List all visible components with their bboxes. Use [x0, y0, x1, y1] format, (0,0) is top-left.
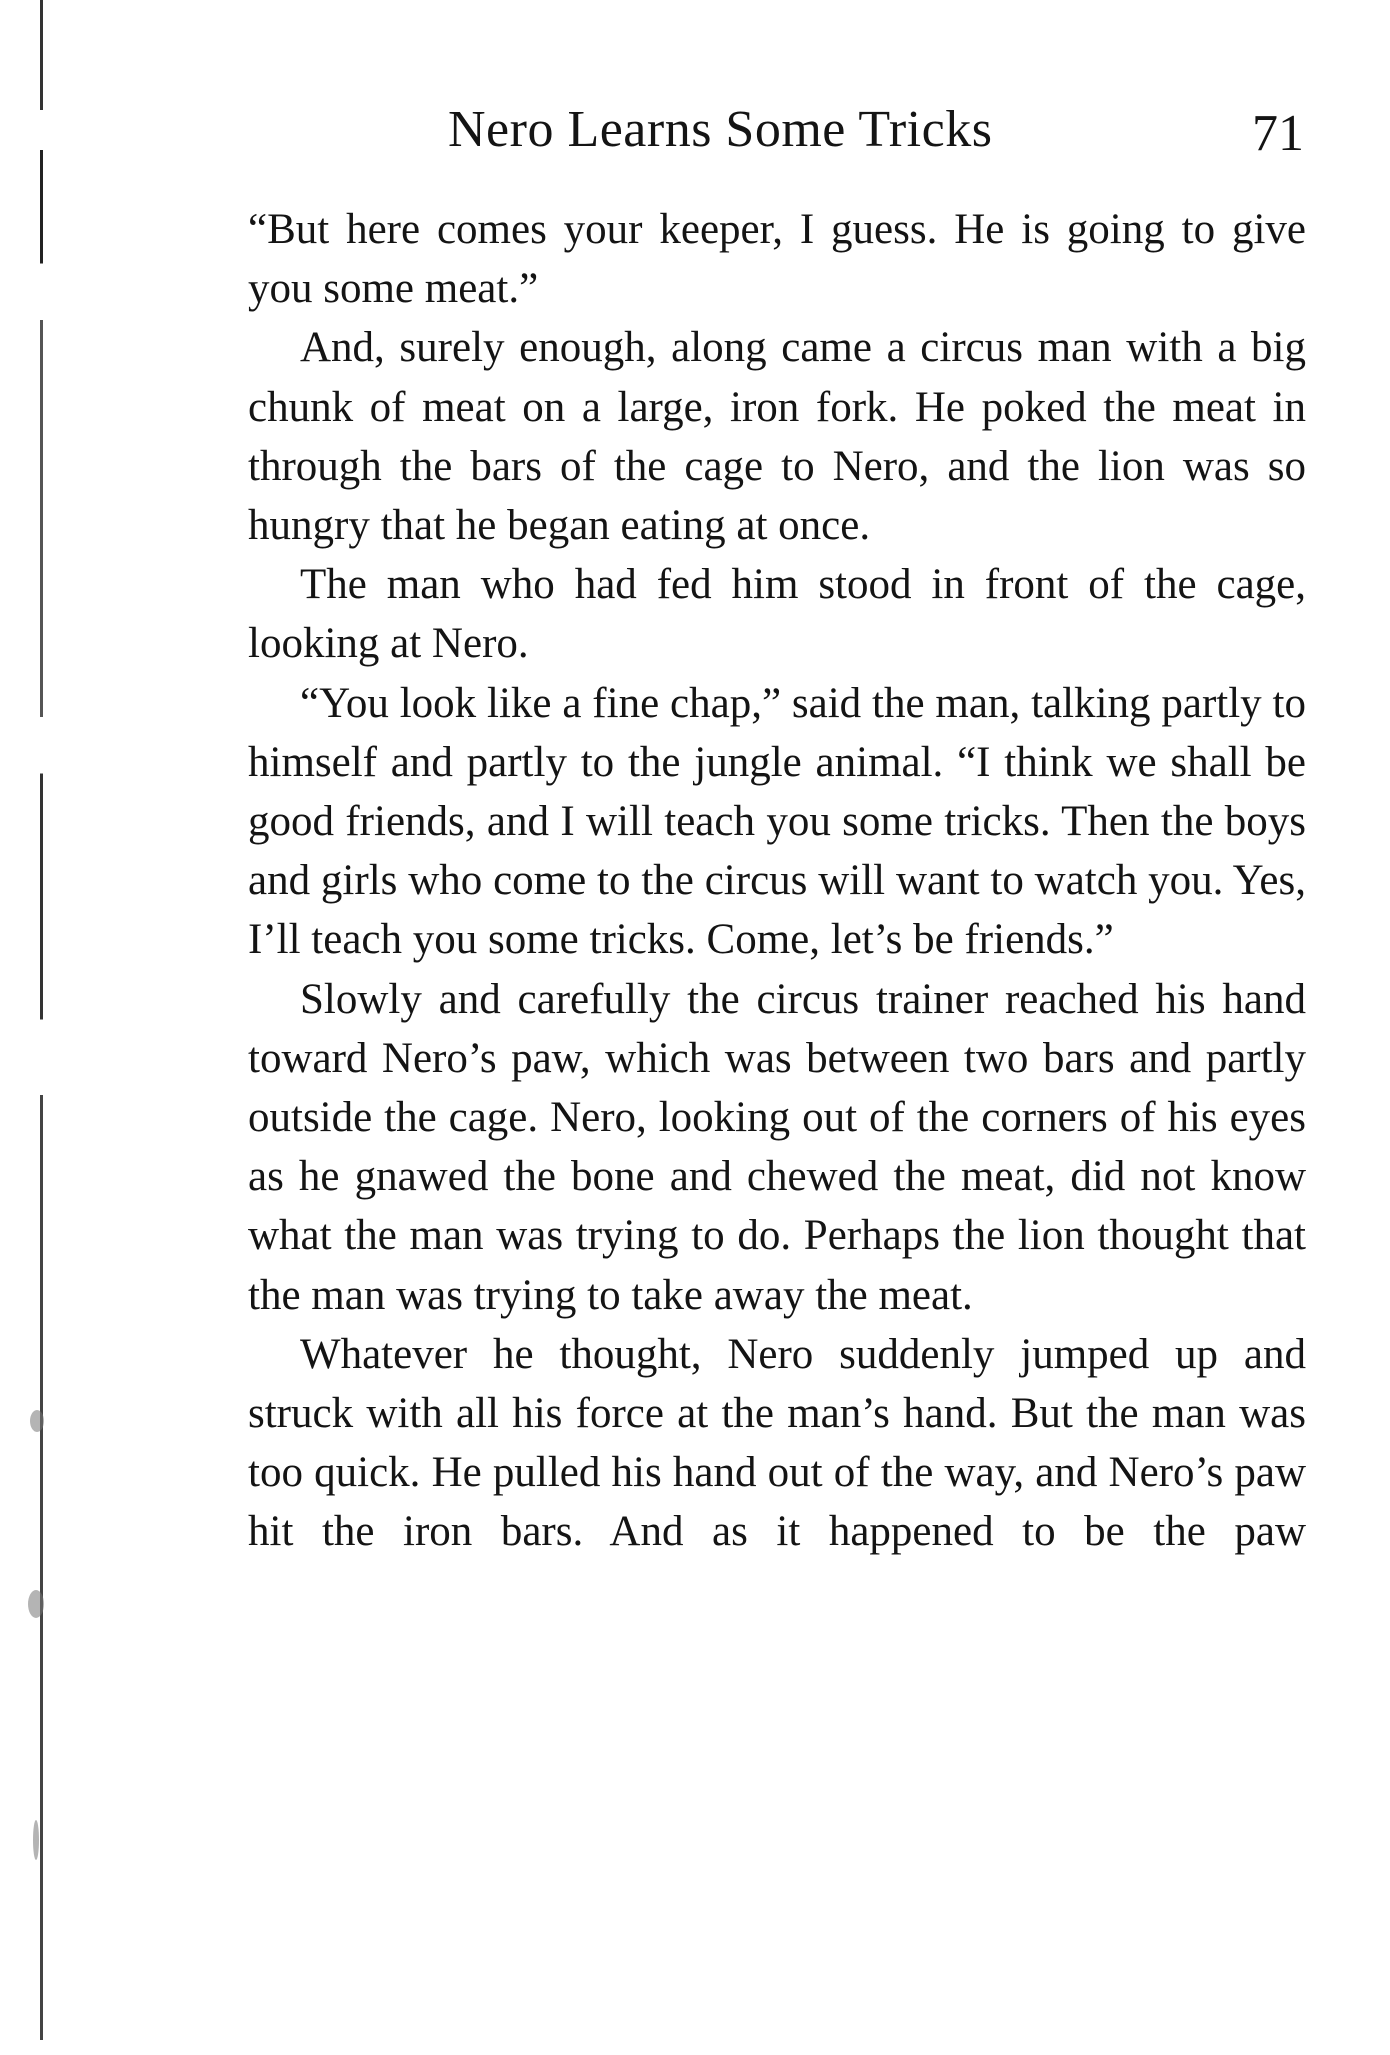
scan-speck	[28, 1590, 44, 1618]
scan-speck	[30, 1410, 44, 1432]
paragraph: “You look like a fine chap,” said the man, talking partly to himself and partly to the jungle animal. “I think we shall be good friends, and I will teach you some tricks. Then the boys and girls who come to the circus will want to watch you. Yes, I’ll teach you some tricks. Come, let’s be friends.”	[248, 679, 1306, 964]
binding-edge-top	[40, 0, 43, 110]
body-text	[248, 200, 1306, 1562]
paragraph: “But here comes your keeper, I guess. He is going to give you some meat.”	[248, 206, 1306, 313]
page-header	[0, 95, 1390, 165]
running-title: Nero Learns Some Tricks	[448, 101, 993, 158]
paragraph: Whatever he thought, Nero suddenly jumped up and struck with all his force at the man’s hand. But the man was too quick. He pulled his hand out of the way, and Nero’s paw hit the iron bars. And as it happened to be the paw	[248, 1330, 1306, 1556]
paragraph: The man who had fed him stood in front of the cage, looking at Nero.	[248, 561, 1306, 668]
scan-speck	[33, 1820, 39, 1860]
paragraph: And, surely enough, along came a circus man with a big chunk of meat on a large, iron fork. He poked the meat in through the bars of the cage to Nero, and the lion was so hungry that he began eating at once.	[248, 324, 1306, 550]
binding-edge	[40, 150, 43, 2040]
paragraph: Slowly and carefully the circus trainer reached his hand toward Nero’s paw, which was between two bars and partly outside the cage. Nero, looking out of the corners of his eyes as he gnawed the bone and chewed the meat, did not know what the man was trying to do. Perhaps the lion thought that the man was trying to take away the meat.	[248, 975, 1306, 1319]
page-number: 71	[1252, 105, 1304, 162]
